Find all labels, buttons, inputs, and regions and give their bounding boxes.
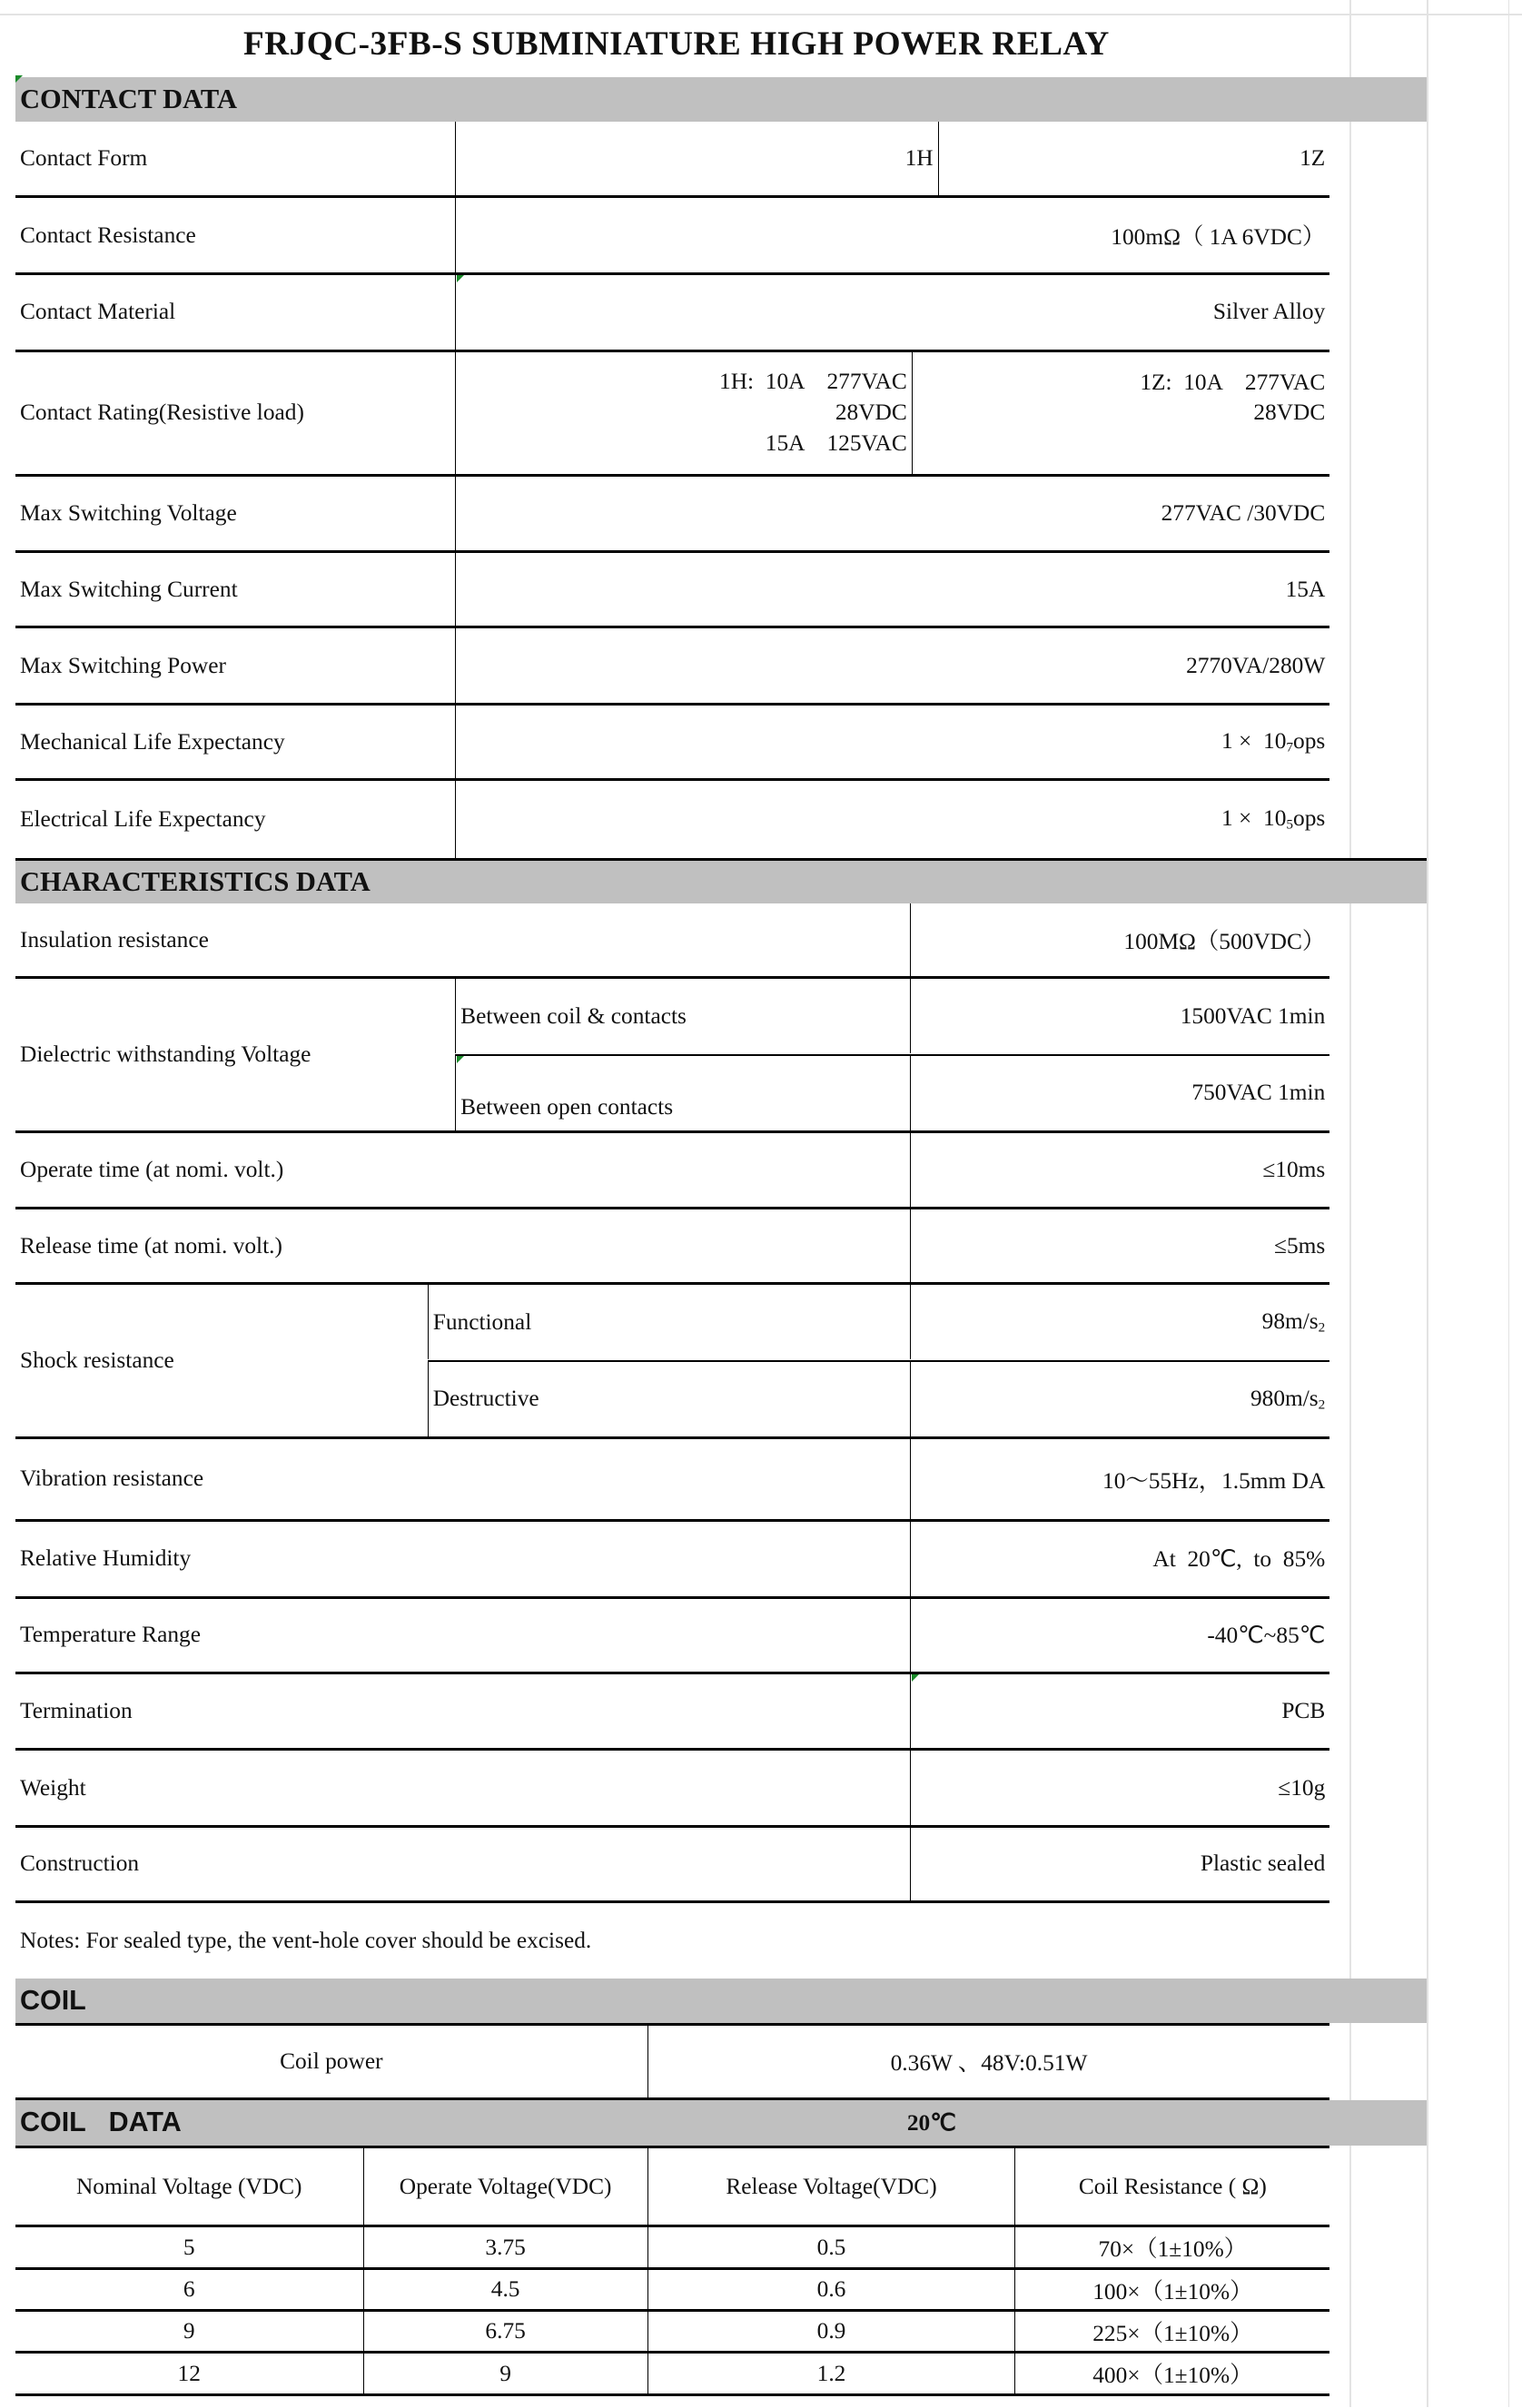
table-row [15,2227,1329,2270]
row-contact-form [15,122,1329,199]
table-cell: 3.75 [363,2227,647,2267]
column-header: Nominal Voltage (VDC) [75,2173,302,2199]
rating-line: 28VDC [1253,400,1326,426]
table-row [15,2270,1329,2312]
row-label: Contact Form [20,145,148,172]
sub-label: Destructive [428,1362,911,1436]
rating-line: 15A 125VAC [765,429,907,456]
coil-table-header [15,2146,1329,2227]
sheet-gridline [1349,0,1351,2407]
exponent: 7 [1286,739,1294,755]
row-label: Max Switching Voltage [20,500,237,527]
value-1z: 1Z [938,122,1330,196]
table-cell: 6 [183,2276,195,2303]
row-value [455,706,1329,778]
table-cell: 12 [177,2360,201,2386]
row-termination [15,1674,1329,1752]
column-header: Operate Voltage(VDC) [363,2148,647,2225]
row-label: Termination [20,1697,133,1723]
table-cell: 0.9 [647,2312,1015,2351]
row-contact-material [15,275,1329,352]
row-insulation [15,903,1329,979]
row-release-time [15,1209,1329,1285]
row-label: Dielectric withstanding Voltage [20,1041,311,1068]
table-cell: 9 [363,2354,647,2393]
sub-label: Between coil & contacts [455,979,910,1053]
row-value [910,1285,1329,1359]
value-text: 1 × 10 [1221,727,1287,754]
row-temperature [15,1599,1329,1674]
cell-marker-icon [457,275,464,282]
exponent: 2 [1318,1396,1326,1412]
row-value: 277VAC /30VDC [455,477,1329,551]
sheet-gridline [1508,0,1510,2407]
row-label: Contact Material [20,299,176,325]
row-label: Mechanical Life Expectancy [20,728,285,755]
row-electrical-life [15,781,1329,858]
sheet-gridline [1427,0,1428,2407]
table-row [15,2354,1329,2396]
row-value: PCB [910,1674,1329,1749]
cell-marker-icon [457,1056,464,1063]
row-label: Coil power [280,2048,383,2074]
row-value: 100mΩ（ 1A 6VDC） [455,198,1329,272]
sub-label: Functional [428,1285,911,1359]
row-max-current [15,553,1329,628]
row-max-power [15,628,1329,706]
row-value: ≤10g [910,1751,1329,1825]
row-value: 2770VA/280W [455,628,1329,703]
row-label: Contact Rating(Resistive load) [20,400,304,426]
notes-text: Notes: For sealed type, the vent-hole cover should be excised. [20,1927,592,1953]
value-text: 1 × 10 [1221,805,1287,832]
section-header-coil: COIL [15,1979,1427,2023]
row-dielectric [15,979,1329,1132]
row-vibration [15,1439,1329,1522]
section-title: COIL DATA [20,2107,182,2138]
row-value: ≤10ms [910,1133,1329,1208]
table-cell: 70×（1±10%） [1014,2227,1329,2267]
cell-marker-icon [912,1674,919,1682]
row-label: Release time (at nomi. volt.) [20,1232,282,1258]
column-header: Coil Resistance ( Ω) [1014,2148,1329,2225]
row-label: Electrical Life Expectancy [20,805,266,832]
row-label: Construction [20,1850,140,1877]
table-cell: 4.5 [363,2270,647,2309]
table-cell: 1.2 [647,2354,1015,2393]
row-mechanical-life [15,706,1329,781]
row-value: 15A [455,553,1329,626]
row-contact-resistance [15,198,1329,275]
row-label: Contact Resistance [20,222,196,248]
exponent: 2 [1318,1319,1326,1336]
row-label: Operate time (at nomi. volt.) [20,1157,284,1182]
table-cell: 5 [183,2234,195,2260]
row-value: 0.36W 、48V:0.51W [647,2026,1330,2097]
page-title: FRJQC-3FB-S SUBMINIATURE HIGH POWER RELAY [242,25,1110,64]
row-value: 750VAC 1min [910,1056,1329,1130]
row-notes [15,1903,1329,1979]
section-header-coil-data [15,2100,1427,2146]
value-text: 980m/s [1250,1385,1319,1411]
row-label: Insulation resistance [20,926,209,952]
table-cell: 100×（1±10%） [1014,2270,1329,2309]
table-cell: 6.75 [363,2312,647,2351]
row-label: Shock resistance [20,1347,174,1373]
row-value: Plastic sealed [910,1828,1329,1900]
coil-data-temperature: 20℃ [906,2110,956,2137]
table-cell: 400×（1±10%） [1014,2354,1329,2393]
row-value [910,1362,1329,1436]
cell-marker-icon [15,75,23,83]
table-cell: 0.5 [647,2227,1015,2267]
table-cell: 0.6 [647,2270,1015,2309]
rating-line: 1Z: 10A 277VAC [1140,369,1326,395]
row-value: 1500VAC 1min [910,979,1329,1053]
row-weight [15,1751,1329,1828]
rating-line: 1H: 10A 277VAC [719,368,907,394]
table-cell: 225×（1±10%） [1014,2312,1329,2351]
row-value: ≤5ms [910,1209,1329,1282]
row-value: 10～55Hz，1.5mm DA [910,1439,1329,1519]
row-label: Weight [20,1774,86,1801]
row-max-voltage [15,477,1329,554]
value-unit: ops [1293,727,1326,754]
exponent: 5 [1286,816,1294,833]
sheet-gridline [0,14,1522,15]
row-label: Max Switching Current [20,576,238,602]
row-coil-power [15,2023,1329,2100]
row-value: 100MΩ（500VDC） [910,903,1329,976]
row-operate-time [15,1133,1329,1210]
row-label: Vibration resistance [20,1466,204,1492]
row-shock [15,1285,1329,1438]
value-unit: ops [1293,805,1326,832]
row-construction [15,1828,1329,1903]
row-value [455,781,1329,858]
section-header-characteristics: CHARACTERISTICS DATA [15,858,1427,904]
rating-line: 28VDC [835,399,907,425]
row-value: -40℃~85℃ [910,1599,1329,1672]
rating-1z [912,352,1329,474]
column-header: Release Voltage(VDC) [647,2148,1015,2225]
table-cell: 9 [183,2318,195,2344]
section-header-contact: CONTACT DATA [15,77,1427,122]
value-text: 98m/s [1261,1308,1319,1334]
row-label: Relative Humidity [20,1545,192,1572]
row-label: Temperature Range [20,1622,202,1648]
rating-1h [455,352,912,474]
row-humidity [15,1522,1329,1599]
value-1h: 1H [455,122,938,196]
row-value: At 20℃, to 85% [910,1522,1329,1596]
row-label: Max Switching Power [20,652,226,678]
table-row [15,2312,1329,2354]
sub-label: Between open contacts [455,1056,910,1130]
row-value: Silver Alloy [455,275,1329,350]
row-contact-rating [15,352,1329,477]
